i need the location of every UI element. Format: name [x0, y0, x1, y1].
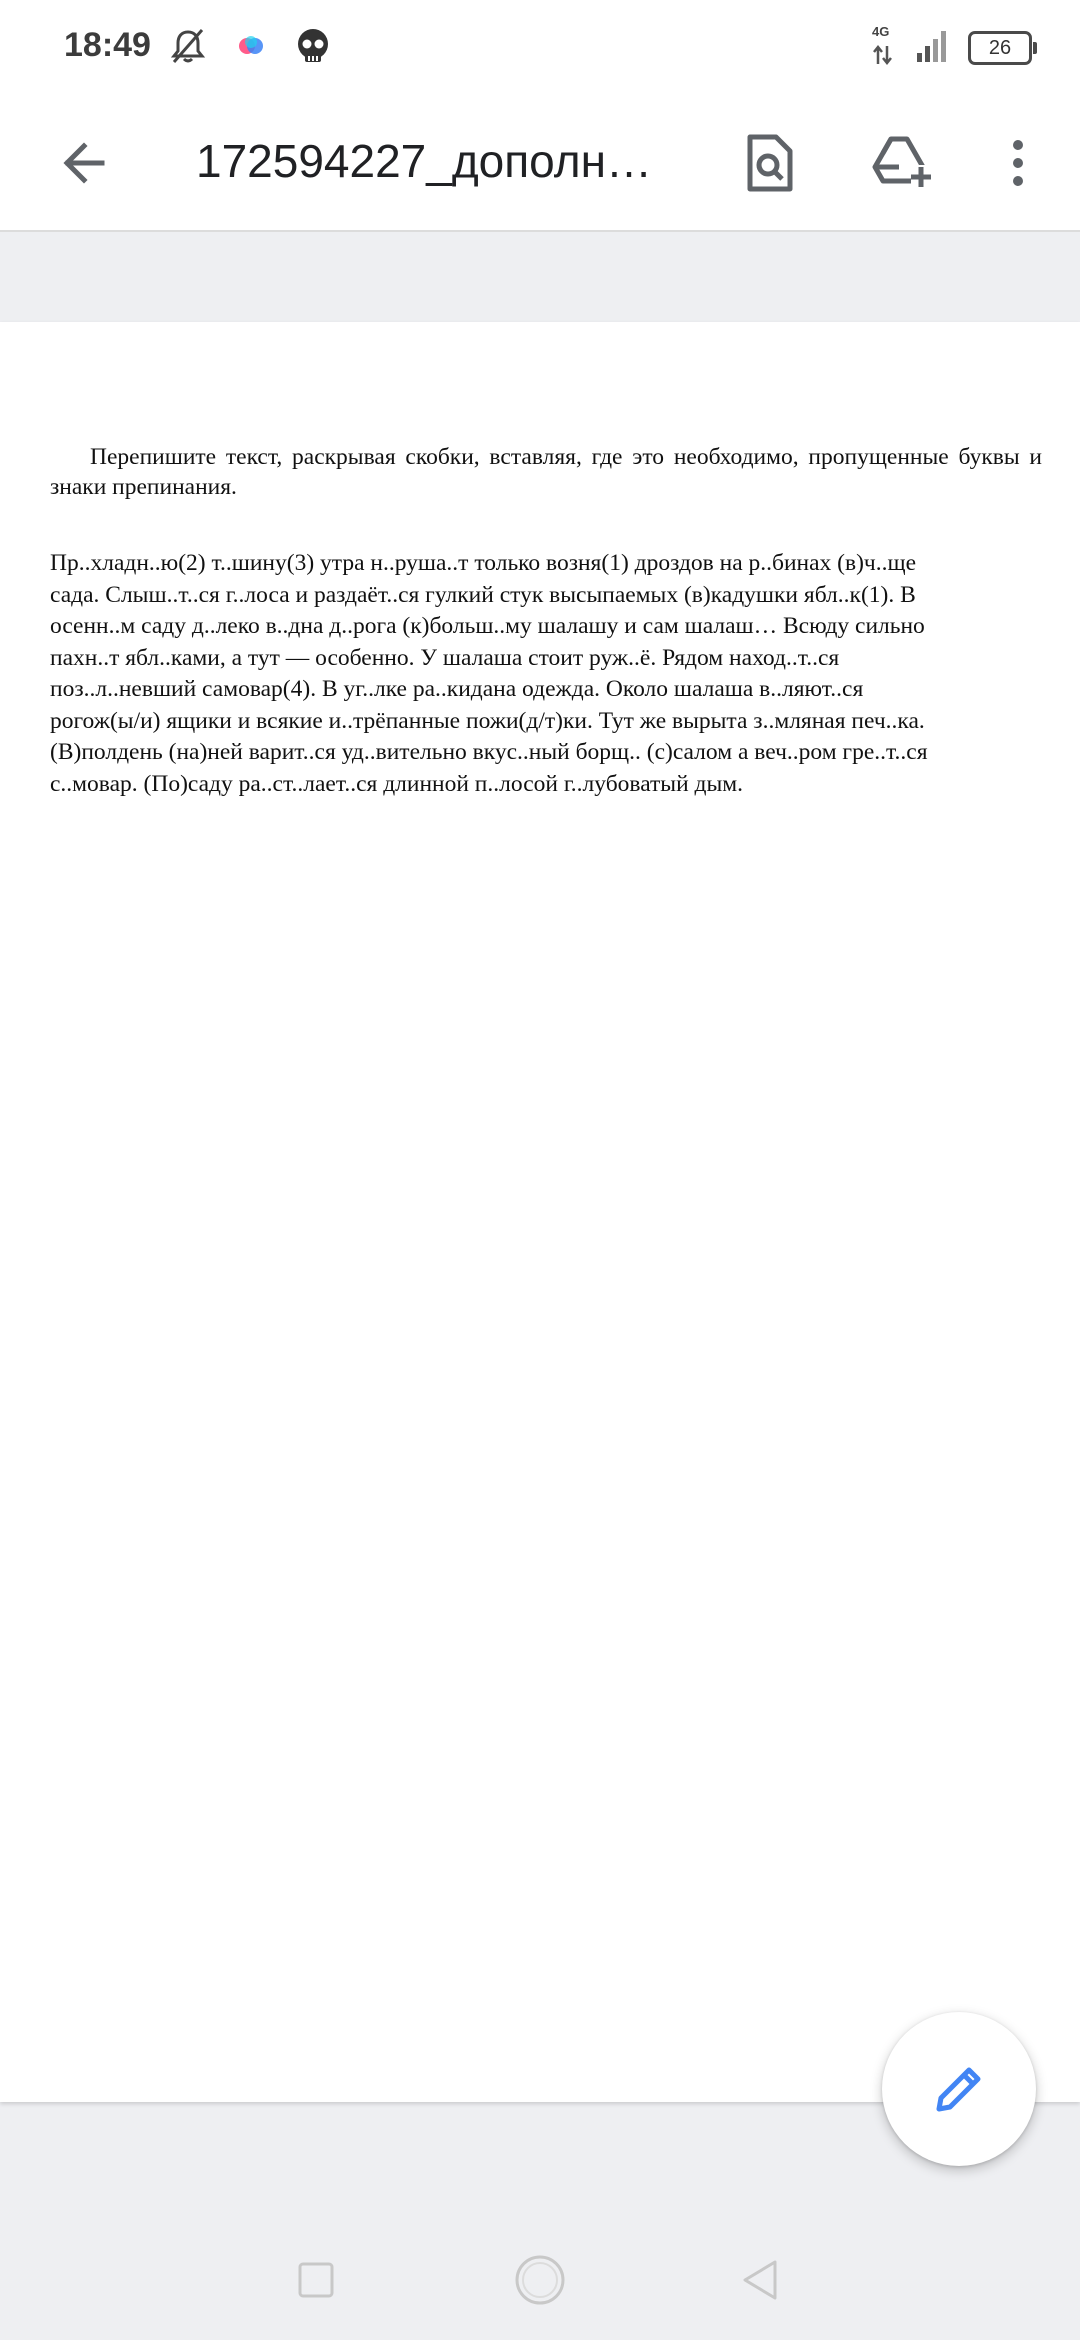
- skull-icon: [294, 27, 332, 69]
- text-line: поз..л..невший самовар(4). В уг..лке ра..кидана одежда. Около шалаша в..ляют..ся: [50, 676, 864, 702]
- app-notification-icon: [236, 31, 266, 65]
- exercise-text: [50, 548, 1050, 800]
- text-line: Пр..хладн..ю(2) т..шину(3) утра н..руша..т только возня(1) дроздов на р..бинах (в)ч..ще: [50, 550, 917, 576]
- signal-icon: [916, 29, 950, 67]
- network-type: 4G: [872, 24, 890, 39]
- home-button[interactable]: [510, 2250, 570, 2310]
- system-nav-bar: [0, 2220, 1080, 2340]
- home-circle-icon: [514, 2254, 566, 2306]
- text-line: осенн..м саду д..леко в..дна д..рога (к)больш..му шалашу и сам шалаш… Всюду сильно: [50, 613, 925, 639]
- recents-square-icon: [298, 2262, 334, 2298]
- find-in-page-icon: [744, 133, 796, 193]
- document-title: 172594227_дополн…: [196, 135, 652, 187]
- recents-button[interactable]: [286, 2250, 346, 2310]
- text-line: с..мовар. (По)саду ра..ст..лает..ся длинной п..лосой г..лубоватый дым.: [50, 770, 744, 797]
- battery-icon: 26: [968, 31, 1032, 65]
- status-icons-left: [168, 28, 332, 68]
- status-icons-right: [872, 26, 1032, 70]
- add-to-drive-icon: [871, 135, 933, 191]
- back-triangle-icon: [741, 2259, 779, 2301]
- back-arrow-icon: [58, 137, 110, 189]
- status-bar: [0, 0, 1080, 96]
- find-in-page-button[interactable]: [730, 123, 810, 203]
- back-nav-button[interactable]: [730, 2250, 790, 2310]
- network-arrows-icon: [872, 26, 898, 70]
- edit-pencil-icon: [929, 2059, 989, 2119]
- more-vert-icon: [1008, 137, 1028, 189]
- text-line: рогож(ы/и) ящики и всякие и..трёпанные пожи(д/т)ки. Тут же вырыта з..мляная печ..ка.: [50, 707, 925, 734]
- viewer-background: [0, 232, 1080, 322]
- add-to-drive-button[interactable]: [862, 123, 942, 203]
- mute-icon: [168, 26, 208, 70]
- status-time: 18:49: [64, 26, 151, 64]
- text-line: (В)полдень (на)ней варит..ся уд..вительно вкус..ный борщ.. (с)салом а веч..ром гре..т..ся: [50, 739, 928, 765]
- edit-fab[interactable]: [882, 2012, 1036, 2166]
- back-button[interactable]: [44, 123, 124, 203]
- more-options-button[interactable]: [978, 123, 1058, 203]
- text-line: сада. Слыш..т..ся г..лоса и раздаёт..ся гулкий стук высыпаемых (в)кадушки ябл..к(1). В: [50, 581, 916, 608]
- app-bar: [0, 96, 1080, 232]
- text-line: пахн..т ябл..ками, а тут — особенно. У шалаша стоит руж..ё. Рядом наход..т..ся: [50, 644, 840, 671]
- task-instruction: Перепишите текст, раскрывая скобки, вставляя, где это необходимо, пропущенные буквы и знаки препинания.: [50, 444, 1042, 500]
- document-page[interactable]: [0, 322, 1080, 2102]
